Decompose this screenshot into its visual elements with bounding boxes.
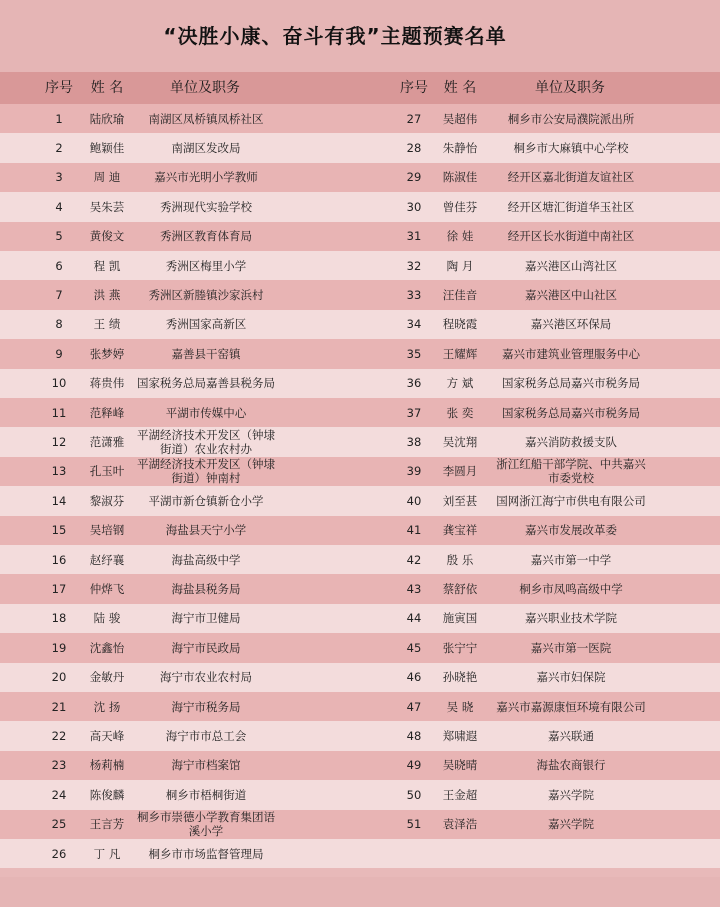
right-name-cell: 曾佳芬 <box>442 199 478 214</box>
left-name-cell: 吴培钢 <box>89 523 125 538</box>
right-no-cell: 37 <box>406 405 422 420</box>
right-name-cell: 王金超 <box>442 787 478 802</box>
left-unit-cell: 桐乡市梧桐街道 <box>165 787 247 802</box>
right-unit-cell: 桐乡市公安局濮院派出所 <box>507 111 635 126</box>
table-row <box>0 192 720 221</box>
right-unit-cell: 嘉兴港区环保局 <box>530 317 612 332</box>
left-no-cell: 2 <box>55 141 63 156</box>
right-unit-cell: 嘉兴市妇保院 <box>536 670 606 685</box>
left-no-cell: 3 <box>55 170 63 185</box>
header-unit-right: 单位及职务 <box>535 80 605 96</box>
right-unit-cell: 嘉兴市嘉源康恒环境有限公司 <box>496 699 646 714</box>
left-name-cell: 高天峰 <box>89 729 125 744</box>
table-row <box>0 133 720 162</box>
left-no-cell: 10 <box>51 376 67 391</box>
right-unit-cell: 嘉兴联通 <box>548 729 594 744</box>
table-row <box>0 692 720 721</box>
right-no-cell: 27 <box>406 111 422 126</box>
table-row <box>0 574 720 603</box>
left-no-cell: 14 <box>51 493 67 508</box>
left-name-cell: 陈俊麟 <box>89 787 125 802</box>
right-no-cell: 36 <box>406 376 422 391</box>
left-unit-cell: 海盐高级中学 <box>171 552 241 567</box>
table-row <box>0 751 720 780</box>
right-unit-cell: 嘉兴职业技术学院 <box>525 611 617 626</box>
right-unit-cell: 嘉兴港区山湾社区 <box>525 258 617 273</box>
right-name-cell: 刘至甚 <box>442 493 478 508</box>
left-name-cell: 吴朱芸 <box>89 199 125 214</box>
right-unit-cell: 桐乡市大麻镇中心学校 <box>513 141 629 156</box>
table-row <box>0 457 720 486</box>
right-unit-cell: 嘉兴学院 <box>548 787 594 802</box>
right-unit-cell: 嘉兴港区中山社区 <box>525 288 617 303</box>
left-unit-cell: 海宁市民政局 <box>171 640 241 655</box>
table-row <box>0 633 720 662</box>
right-no-cell: 32 <box>406 258 422 273</box>
header-no-left: 序号 <box>45 80 73 96</box>
right-name-cell: 郑啸遐 <box>442 729 478 744</box>
left-unit-cell: 海宁市农业农村局 <box>160 670 252 685</box>
right-unit-cell: 嘉兴消防救援支队 <box>525 435 617 450</box>
right-no-cell: 40 <box>406 493 422 508</box>
right-no-cell: 49 <box>406 758 422 773</box>
table-row <box>0 369 720 398</box>
left-name-cell: 金敏丹 <box>89 670 125 685</box>
right-unit-cell: 海盐农商银行 <box>536 758 606 773</box>
right-name-cell: 吴晓晴 <box>442 758 478 773</box>
right-no-cell: 51 <box>406 817 422 832</box>
table-row <box>0 516 720 545</box>
table-row <box>0 339 720 368</box>
right-name-cell: 徐 娃 <box>446 229 474 244</box>
right-no-cell: 30 <box>406 199 422 214</box>
left-name-cell: 蒋贵伟 <box>89 376 125 391</box>
right-no-cell: 44 <box>406 611 422 626</box>
left-name-cell: 程 凯 <box>93 258 121 273</box>
header-name-left: 姓 名 <box>90 80 124 96</box>
right-unit-cell: 经开区长水街道中南社区 <box>507 229 635 244</box>
left-name-cell: 张梦婷 <box>89 346 125 361</box>
left-name-cell: 黄俊文 <box>89 229 125 244</box>
right-unit-cell: 国家税务总局嘉兴市税务局 <box>502 405 640 420</box>
right-unit-cell: 嘉兴市第一医院 <box>530 640 612 655</box>
table-row <box>0 104 720 133</box>
left-name-cell: 洪 燕 <box>93 288 121 303</box>
left-no-cell: 13 <box>51 464 67 479</box>
right-no-cell: 38 <box>406 435 422 450</box>
left-unit-cell: 南湖区发改局 <box>171 141 241 156</box>
left-no-cell: 22 <box>51 729 67 744</box>
left-no-cell: 26 <box>51 846 67 861</box>
left-name-cell: 丁 凡 <box>93 846 121 861</box>
table-row <box>0 251 720 280</box>
left-no-cell: 11 <box>51 405 67 420</box>
right-name-cell: 龚宝祥 <box>442 523 478 538</box>
left-unit-cell: 秀洲现代实验学校 <box>160 199 252 214</box>
table-row <box>0 545 720 574</box>
right-name-cell: 张宁宁 <box>442 640 478 655</box>
page-title: “决胜小康、奋斗有我”主题预赛名单 <box>163 24 507 48</box>
right-name-cell: 汪佳音 <box>442 288 478 303</box>
left-name-cell: 仲烨飞 <box>89 582 125 597</box>
right-no-cell: 42 <box>406 552 422 567</box>
left-no-cell: 5 <box>55 229 63 244</box>
left-name-cell: 王言芳 <box>89 817 125 832</box>
right-name-cell: 吴沈翔 <box>442 435 478 450</box>
right-name-cell: 陈淑佳 <box>442 170 478 185</box>
left-unit-cell: 平湖经济技术开发区（钟埭街道）农业农村办 <box>137 428 275 457</box>
right-unit-cell: 嘉兴市发展改革委 <box>525 523 617 538</box>
left-unit-cell: 桐乡市市场监督管理局 <box>148 846 264 861</box>
table-row <box>0 721 720 750</box>
right-name-cell: 朱静怡 <box>442 141 478 156</box>
left-no-cell: 8 <box>55 317 63 332</box>
right-no-cell: 28 <box>406 141 422 156</box>
left-no-cell: 16 <box>51 552 67 567</box>
right-no-cell: 48 <box>406 729 422 744</box>
title-band <box>0 0 720 72</box>
left-name-cell: 杨莉楠 <box>89 758 125 773</box>
table-row <box>0 398 720 427</box>
right-name-cell: 陶 月 <box>446 258 474 273</box>
right-unit-cell: 国网浙江海宁市供电有限公司 <box>496 493 646 508</box>
right-no-cell: 29 <box>406 170 422 185</box>
left-name-cell: 范释峰 <box>89 405 125 420</box>
table-row <box>0 222 720 251</box>
right-no-cell: 43 <box>406 582 422 597</box>
right-unit-cell: 国家税务总局嘉兴市税务局 <box>502 376 640 391</box>
left-no-cell: 21 <box>51 699 67 714</box>
right-no-cell: 41 <box>406 523 422 538</box>
right-name-cell: 施寅国 <box>442 611 478 626</box>
right-no-cell: 47 <box>406 699 422 714</box>
right-name-cell: 王耀辉 <box>442 346 478 361</box>
left-no-cell: 12 <box>51 435 67 450</box>
table-row <box>0 604 720 633</box>
left-name-cell: 陆欣瑜 <box>89 111 125 126</box>
left-no-cell: 1 <box>55 111 63 126</box>
left-unit-cell: 平湖市传媒中心 <box>165 405 247 420</box>
left-no-cell: 4 <box>55 199 63 214</box>
right-no-cell: 35 <box>406 346 422 361</box>
table-row <box>0 280 720 309</box>
header-no-right: 序号 <box>400 80 428 96</box>
left-unit-cell: 海宁市卫健局 <box>171 611 241 626</box>
right-name-cell: 吴 晓 <box>446 699 474 714</box>
left-name-cell: 黎淑芬 <box>89 493 125 508</box>
right-no-cell: 33 <box>406 288 422 303</box>
right-name-cell: 孙晓艳 <box>442 670 478 685</box>
left-unit-cell: 桐乡市崇德小学教育集团语溪小学 <box>137 810 275 839</box>
left-unit-cell: 秀洲区新塍镇沙家浜村 <box>148 288 264 303</box>
left-no-cell: 17 <box>51 582 67 597</box>
right-unit-cell: 浙江红船干部学院、中共嘉兴市委党校 <box>496 457 646 486</box>
left-name-cell: 沈 扬 <box>93 699 121 714</box>
right-unit-cell: 嘉兴学院 <box>548 817 594 832</box>
left-unit-cell: 国家税务总局嘉善县税务局 <box>137 376 275 391</box>
left-no-cell: 19 <box>51 640 67 655</box>
left-unit-cell: 海宁市档案馆 <box>171 758 241 773</box>
right-no-cell: 50 <box>406 787 422 802</box>
left-name-cell: 周 迪 <box>93 170 121 185</box>
left-no-cell: 20 <box>51 670 67 685</box>
right-name-cell: 吴超伟 <box>442 111 478 126</box>
left-unit-cell: 秀洲区教育体育局 <box>160 229 252 244</box>
left-name-cell: 范潇雅 <box>89 435 125 450</box>
table-row <box>0 810 720 839</box>
table-header-row <box>0 72 720 104</box>
header-unit-left: 单位及职务 <box>170 80 240 96</box>
table-row <box>0 427 720 456</box>
table-row <box>0 310 720 339</box>
right-unit-cell: 桐乡市凤鸣高级中学 <box>519 582 623 597</box>
left-name-cell: 沈鑫怡 <box>89 640 125 655</box>
right-name-cell: 蔡舒依 <box>442 582 478 597</box>
right-unit-cell: 经开区嘉北街道友谊社区 <box>507 170 635 185</box>
left-unit-cell: 平湖市新仓镇新仓小学 <box>148 493 264 508</box>
left-unit-cell: 海盐县天宁小学 <box>165 523 247 538</box>
header-name-right: 姓 名 <box>443 80 477 96</box>
left-name-cell: 王 绩 <box>93 317 121 332</box>
table-row <box>0 486 720 515</box>
left-unit-cell: 海宁市市总工会 <box>165 729 247 744</box>
right-name-cell: 袁泽浩 <box>442 817 478 832</box>
left-no-cell: 24 <box>51 787 67 802</box>
left-name-cell: 孔玉叶 <box>89 464 125 479</box>
table-row <box>0 839 720 868</box>
right-name-cell: 方 斌 <box>446 376 474 391</box>
left-unit-cell: 秀洲国家高新区 <box>165 317 247 332</box>
right-name-cell: 程晓霞 <box>442 317 478 332</box>
right-no-cell: 39 <box>406 464 422 479</box>
left-no-cell: 15 <box>51 523 67 538</box>
table-row <box>0 663 720 692</box>
table-row <box>0 780 720 809</box>
right-unit-cell: 嘉兴市第一中学 <box>530 552 612 567</box>
footer-band <box>0 877 720 907</box>
right-no-cell: 46 <box>406 670 422 685</box>
right-name-cell: 李圆月 <box>442 464 478 479</box>
right-unit-cell: 经开区塘汇街道华玉社区 <box>507 199 635 214</box>
left-name-cell: 赵纾襄 <box>89 552 125 567</box>
right-no-cell: 31 <box>406 229 422 244</box>
left-name-cell: 陆 骏 <box>93 611 121 626</box>
left-unit-cell: 嘉兴市光明小学教师 <box>154 170 258 185</box>
left-name-cell: 鲍颖佳 <box>89 141 125 156</box>
right-name-cell: 张 奕 <box>446 405 474 420</box>
left-unit-cell: 南湖区凤桥镇凤桥社区 <box>148 111 264 126</box>
left-no-cell: 9 <box>55 346 63 361</box>
right-no-cell: 45 <box>406 640 422 655</box>
left-unit-cell: 海盐县税务局 <box>171 582 241 597</box>
left-unit-cell: 嘉善县干窑镇 <box>171 346 241 361</box>
right-name-cell: 殷 乐 <box>446 552 474 567</box>
right-no-cell: 34 <box>406 317 422 332</box>
left-no-cell: 18 <box>51 611 67 626</box>
left-unit-cell: 平湖经济技术开发区（钟埭街道）钟南村 <box>137 457 275 486</box>
right-unit-cell: 嘉兴市建筑业管理服务中心 <box>502 346 640 361</box>
left-no-cell: 7 <box>55 288 63 303</box>
left-no-cell: 25 <box>51 817 67 832</box>
table-row <box>0 163 720 192</box>
left-unit-cell: 海宁市税务局 <box>171 699 241 714</box>
left-no-cell: 6 <box>55 258 63 273</box>
left-unit-cell: 秀洲区梅里小学 <box>165 258 247 273</box>
left-no-cell: 23 <box>51 758 67 773</box>
